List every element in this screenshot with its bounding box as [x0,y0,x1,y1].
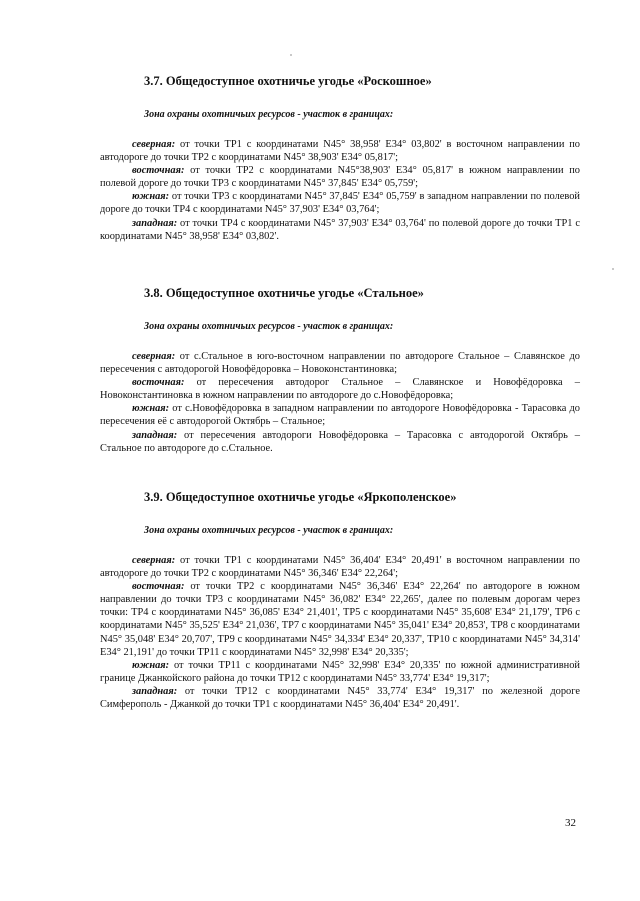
boundary-text: от точки ТР3 с координатами N45° 37,845' E34° 05,759' в западном направлении по полевой дороге до точки ТР4 с координатами N45° 37,903' E34° 03,764'; [100,191,580,216]
direction-label: восточная: [132,581,185,593]
section-3-8 [100,285,580,455]
boundary-text: от точки ТР4 с координатами N45° 37,903' E34° 03,764' по полевой дороге до точки ТР1 с координатами N45° 38,958' E34° 03,802'. [100,217,580,242]
boundary-west [100,429,580,455]
direction-label: западная: [132,429,178,441]
boundary-text: от точки ТР1 с координатами N45° 38,958' E34° 03,802' в восточном направлении по автодороге до точки ТР2 с координатами N45° 38,903' E34° 05,817'; [100,139,580,164]
boundary-text: от точки ТР2 с координатами N45°38,903' E34° 05,817' в южном направлении по полевой дороге до точки ТР3 с координатами N45° 37,845' E34° 05,759'; [100,165,580,190]
scan-speck [290,54,292,56]
scan-speck [612,268,614,270]
boundary-south [100,402,580,428]
boundary-north [100,554,580,580]
section-title: 3.7. Общедоступное охотничье угодье «Роскошное» [144,74,432,88]
boundary-east [100,376,580,402]
boundary-text: от точки ТР12 с координатами N45° 33,774' E34° 19,317' по железной дороге Симферополь - Джанкой до точки ТР1 с координатами N45° 36,404' E34° 20,491'. [100,685,580,711]
direction-label: восточная: [132,165,185,177]
boundary-text: от точки ТР1 с координатами N45° 36,404' E34° 20,491' в восточном направлении по автодороге до точки ТР2 с координатами N45° 36,346' E34° 22,264'; [100,555,580,580]
boundary-west [100,217,580,243]
section-title: 3.8. Общедоступное охотничье угодье «Стальное» [144,286,424,300]
page-number: 32 [565,817,576,829]
boundary-text: от точки ТР11 с координатами N45° 32,998' E34° 20,335' по южной административной границе Джанкойского района до точки ТР12 с координатами N45° 33,774' E34° 19,317'; [100,659,580,684]
boundary-west [100,685,580,711]
boundary-north [100,138,580,164]
direction-label: южная: [132,659,170,671]
boundary-east [100,164,580,190]
boundary-north [100,350,580,376]
direction-label: южная: [132,191,170,203]
boundary-south [100,190,580,216]
boundary-south [100,659,580,685]
section-3-9 [100,489,580,711]
direction-label: южная: [132,403,170,415]
direction-label: западная: [132,685,178,697]
boundary-text: от пересечения автодорог Стальное – Славянское и Новофёдоровка – Новоконстантиновка в южном направлении по автодороге до с.Новофёдоровка; [100,377,580,402]
boundary-text: от с.Стальное в юго-восточном направлении по автодороге Стальное – Славянское до пересечения с автодорогой Новофёдоровка – Новоконстантиновка; [100,351,580,376]
direction-label: северная: [132,139,176,150]
direction-label: северная: [132,555,176,566]
section-subtitle: Зона охраны охотничьих ресурсов - участок в границах: [144,321,394,332]
direction-label: восточная: [132,377,185,389]
section-subtitle: Зона охраны охотничьих ресурсов - участок в границах: [144,109,394,120]
direction-label: западная: [132,217,178,229]
boundary-text: от точки ТР2 с координатами N45° 36,346' E34° 22,264' по автодороге в южном направлении до точки ТР3 с координатами N45° 36,082' E34° 22,265', далее по полевым дорогам через точки: ТР4 с координатами N45° 36,085' E34° 21,401', ТР5 с координатами N45° 35,608' E34° 21,179', ТР6 с координатами N45° 35,525' E34° 21,036', ТР7 с координатами N45° 35,041' E34° 20,853', ТР8 с координатами N45° 35,048' E34° 20,707', ТР9 с координатами N45° 34,334' E34° 20,337', ТР10 с координатами N45° 34,314' E34° 21,191' до точки ТР11 с координатами N45° 32,998' E34° 20,335'; [100,581,580,658]
section-3-7 [100,73,580,243]
direction-label: северная: [132,351,176,362]
boundary-east [100,580,580,659]
boundary-text: от с.Новофёдоровка в западном направлении по автодороге Новофёдоровка - Тарасовка до пересечения её с автодорогой Октябрь – Стальное; [100,403,580,428]
boundary-text: от пересечения автодороги Новофёдоровка – Тарасовка с автодорогой Октябрь – Стальное по автодороге до с.Стальное. [100,429,580,454]
section-subtitle: Зона охраны охотничьих ресурсов - участок в границах: [144,525,394,536]
section-title: 3.9. Общедоступное охотничье угодье «Яркополенское» [144,490,457,504]
